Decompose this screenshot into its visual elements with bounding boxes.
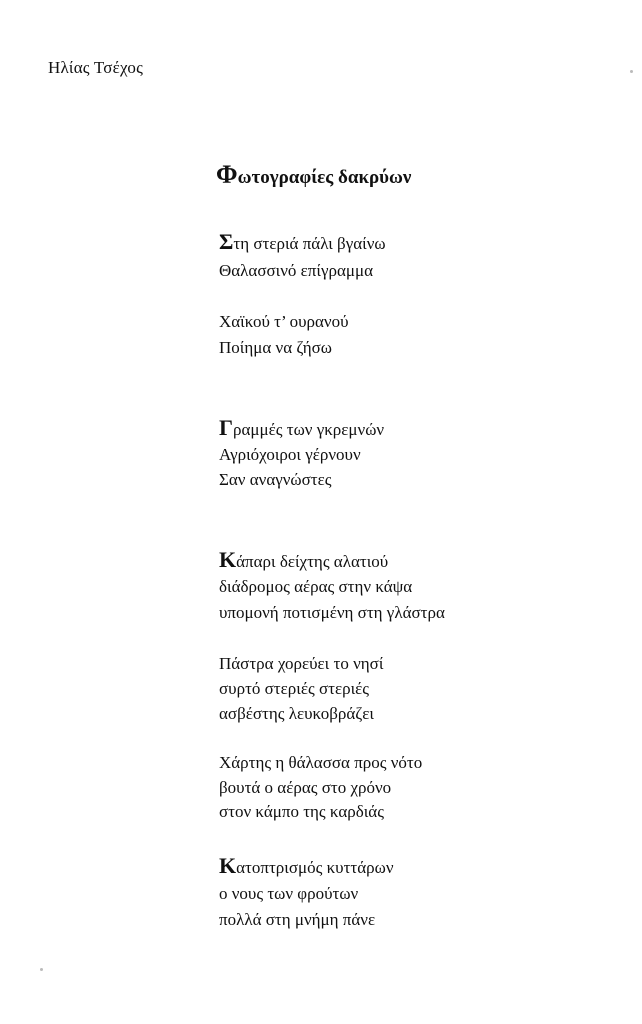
poem-line: Σαν αναγνώστες [219, 470, 332, 489]
scan-speck [40, 968, 43, 971]
poem-line [219, 415, 384, 441]
poem-line: διάδρομος αέρας στην κάψα [219, 577, 413, 596]
scan-speck [630, 70, 633, 73]
poem-line: ο νους των φρούτων [219, 884, 359, 903]
line-text: άπαρι δείχτης αλατιού [236, 552, 389, 571]
title-initial: Φ [216, 160, 238, 189]
poem-line: Ποίημα να ζήσω [219, 338, 332, 357]
poem-line: συρτό στεριές στεριές [219, 679, 370, 698]
author-name: Ηλίας Τσέχος [48, 58, 143, 77]
line-text: ραμμές των γκρεμνών [233, 420, 385, 439]
poem-line: βουτά ο αέρας στο χρόνο [219, 778, 392, 797]
title-rest: ωτογραφίες δακρύων [237, 167, 412, 188]
poem-line: Χάρτης η θάλασσα προς νότο [219, 753, 423, 772]
poem-line: Αγριόχοιροι γέρνουν [219, 445, 361, 464]
poem-title [216, 160, 411, 190]
poem-line: Θαλασσινό επίγραμμα [219, 261, 374, 280]
poem-line: υπομονή ποτισμένη στη γλάστρα [219, 603, 445, 622]
poem-line [219, 229, 386, 255]
drop-initial: Γ [219, 415, 233, 440]
line-text: τη στεριά πάλι βγαίνω [233, 234, 386, 253]
poem-line [219, 853, 394, 879]
poem-line: πολλά στη μνήμη πάνε [219, 910, 376, 929]
poem-line: ασβέστης λευκοβράζει [219, 704, 375, 723]
drop-initial: Κ [219, 853, 237, 878]
poem-line [219, 547, 388, 573]
line-text: ατοπτρισμός κυττάρων [236, 858, 394, 877]
drop-initial: Σ [219, 229, 234, 254]
drop-initial: Κ [219, 547, 237, 572]
poem-line: Χαϊκού τ’ ουρανού [219, 312, 349, 331]
poem-line: στον κάμπο της καρδιάς [219, 802, 384, 821]
poem-line: Πάστρα χορεύει το νησί [219, 654, 384, 673]
